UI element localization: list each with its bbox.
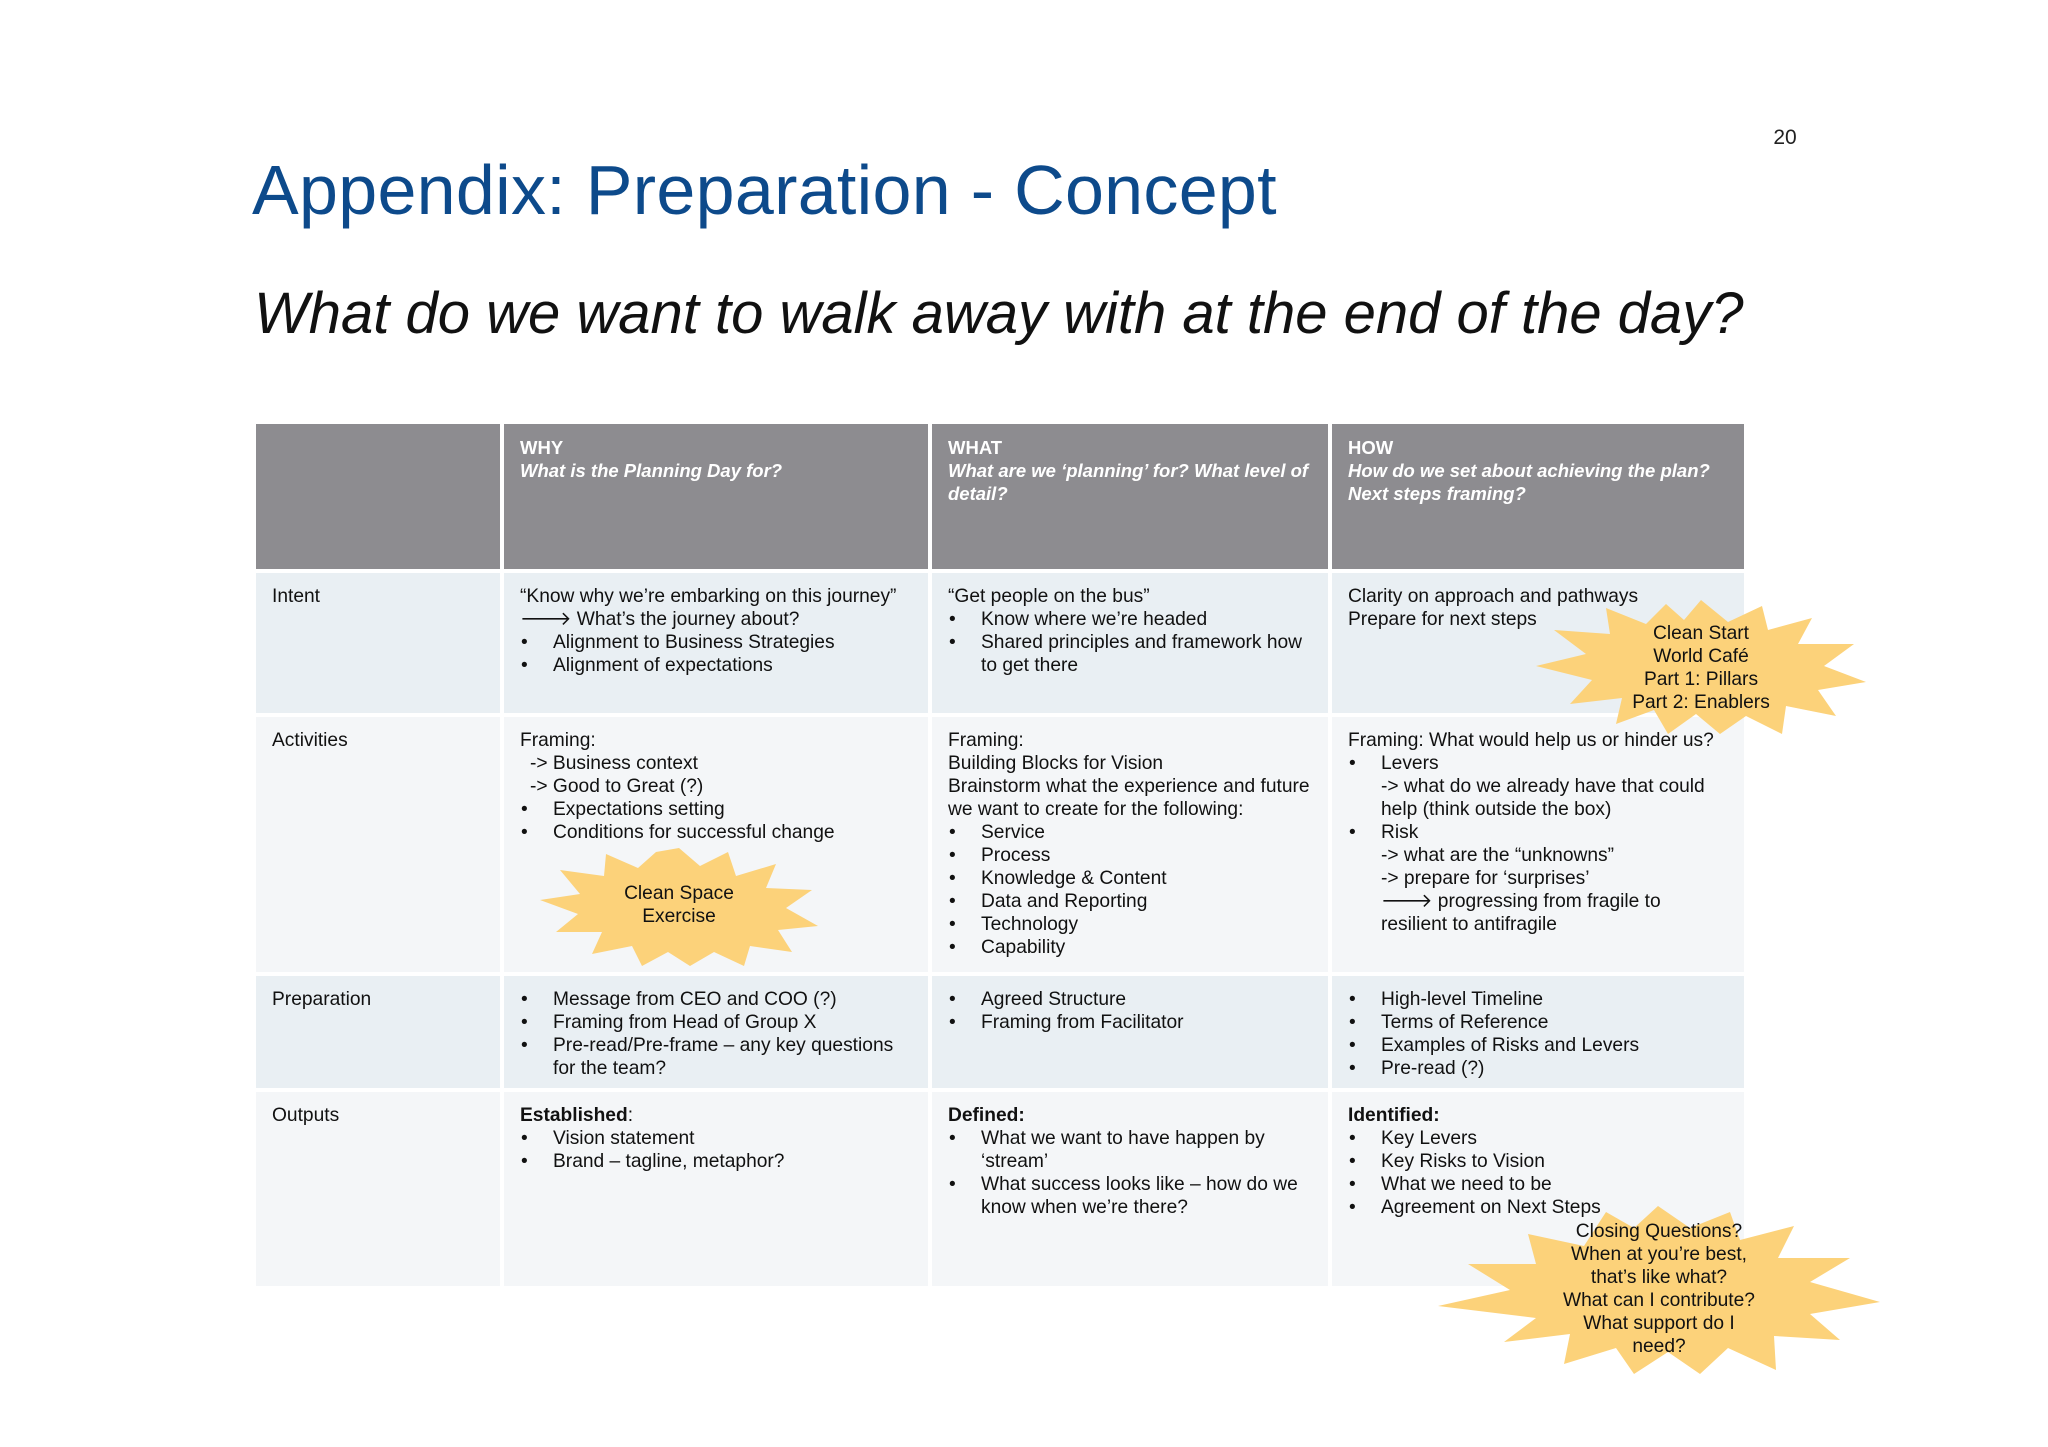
list-item: • Key Levers xyxy=(1348,1127,1728,1150)
callout-line: World Café xyxy=(1653,646,1749,667)
list-item: • Framing from Facilitator xyxy=(948,1011,1312,1034)
cell-text: Prepare for next steps xyxy=(1348,609,1537,630)
cell-preparation-what xyxy=(932,976,1328,1088)
cell-heading: Identified: xyxy=(1348,1105,1440,1126)
row-preparation xyxy=(256,976,1744,1088)
bullet-list xyxy=(520,631,912,677)
bullet-list xyxy=(1348,988,1728,1080)
list-item: • Key Risks to Vision xyxy=(1348,1150,1728,1173)
list-item: • Know where we’re headed xyxy=(948,608,1312,631)
bullet-list xyxy=(948,988,1312,1034)
row-label: Preparation xyxy=(256,976,500,1088)
callout-line: Part 1: Pillars xyxy=(1643,669,1759,690)
cell-text: -> Good to Great (?) xyxy=(530,776,704,797)
list-item: • Agreement on Next Steps xyxy=(1348,1196,1728,1219)
bullet-list xyxy=(948,608,1312,677)
callout-line: When at you’re best, xyxy=(1571,1244,1747,1265)
cell-text: -> prepare for ‘surprises’ xyxy=(1381,868,1590,889)
list-item: • Shared principles and framework how to get there xyxy=(948,631,1312,677)
header-heading: WHAT xyxy=(948,437,1003,458)
list-item: • Capability xyxy=(948,936,1312,959)
cell-text: “Get people on the bus” xyxy=(948,586,1150,607)
header-what xyxy=(932,424,1328,569)
cell-activities-what xyxy=(932,717,1328,972)
cell-text: Levers xyxy=(1381,753,1439,774)
header-corner xyxy=(256,424,500,569)
list-item: • Service xyxy=(948,821,1312,844)
callout-text xyxy=(1536,622,1866,714)
bullet-list xyxy=(1348,752,1728,936)
header-heading: WHY xyxy=(520,437,564,458)
list-item: • What we need to be xyxy=(1348,1173,1728,1196)
cell-text: -> what are the “unknowns” xyxy=(1381,845,1615,866)
bullet-list xyxy=(948,1127,1312,1219)
list-item: • Conditions for successful change xyxy=(520,821,912,844)
callout-text xyxy=(540,882,818,928)
list-item: • Examples of Risks and Levers xyxy=(1348,1034,1728,1057)
list-item: • Process xyxy=(948,844,1312,867)
list-item: • Message from CEO and COO (?) xyxy=(520,988,912,1011)
list-item: • Alignment to Business Strategies xyxy=(520,631,912,654)
list-item xyxy=(1348,821,1728,936)
header-question: How do we set about achieving the plan? Next steps framing? xyxy=(1348,460,1710,504)
cell-text: -> Business context xyxy=(530,753,698,774)
callout-line: Clean Space xyxy=(624,883,734,904)
cell-text: Framing: What would help us or hinder us? xyxy=(1348,730,1714,751)
list-item: • What we want to have happen by ‘stream’ xyxy=(948,1127,1312,1173)
callout-clean-start xyxy=(1536,600,1866,734)
list-item: • Technology xyxy=(948,913,1312,936)
cell-heading-suffix: : xyxy=(627,1105,634,1126)
cell-text: -> what do we already have that could help (think outside the box) xyxy=(1381,776,1705,820)
row-activities xyxy=(256,717,1744,972)
cell-intent-what xyxy=(932,573,1328,713)
cell-text: 🡒 progressing from fragile to resilient to antifragile xyxy=(1381,891,1661,935)
callout-line: Exercise xyxy=(642,906,716,927)
header-question: What is the Planning Day for? xyxy=(520,460,783,481)
header-why xyxy=(504,424,928,569)
list-item: • Pre-read/Pre-frame – any key questions for the team? xyxy=(520,1034,912,1080)
cell-text: Risk xyxy=(1381,822,1419,843)
bullet-list xyxy=(520,1127,912,1173)
list-item: • Alignment of expectations xyxy=(520,654,912,677)
list-item: • Terms of Reference xyxy=(1348,1011,1728,1034)
cell-text: Framing: xyxy=(948,730,1024,751)
slide-title: Appendix: Preparation - Concept xyxy=(252,151,1277,229)
callout-line: What can I contribute? xyxy=(1563,1290,1755,1311)
list-item: • Framing from Head of Group X xyxy=(520,1011,912,1034)
cell-text: Brainstorm what the experience and future we want to create for the following: xyxy=(948,776,1310,820)
list-item: • Agreed Structure xyxy=(948,988,1312,1011)
callout-line: that’s like what? xyxy=(1590,1267,1728,1288)
callout-line: Part 2: Enablers xyxy=(1632,692,1770,713)
page-number: 20 xyxy=(1773,126,1797,149)
list-item: • Pre-read (?) xyxy=(1348,1057,1728,1080)
header-how xyxy=(1332,424,1744,569)
cell-text: Building Blocks for Vision xyxy=(948,753,1164,774)
list-item: • Brand – tagline, metaphor? xyxy=(520,1150,912,1173)
list-item: • Data and Reporting xyxy=(948,890,1312,913)
callout-line: What support do I xyxy=(1583,1313,1735,1334)
cell-text: 🡒 What’s the journey about? xyxy=(520,609,800,630)
cell-heading: Defined: xyxy=(948,1105,1025,1126)
slide-subtitle: What do we want to walk away with at the end of the day? xyxy=(254,281,1744,346)
row-intent xyxy=(256,573,1744,713)
list-item: • What success looks like – how do we know when we’re there? xyxy=(948,1173,1312,1219)
row-label: Outputs xyxy=(256,1092,500,1286)
list-item: • Knowledge & Content xyxy=(948,867,1312,890)
callout-closing-questions xyxy=(1438,1206,1880,1374)
cell-heading-text: Established xyxy=(520,1105,628,1126)
concept-table xyxy=(252,420,1748,1290)
cell-heading xyxy=(520,1104,912,1127)
cell-outputs-why xyxy=(504,1092,928,1286)
row-label: Intent xyxy=(256,573,500,713)
cell-text: Framing: xyxy=(520,730,596,751)
callout-line: need? xyxy=(1632,1336,1686,1357)
header-heading: HOW xyxy=(1348,437,1394,458)
callout-text xyxy=(1438,1220,1880,1358)
cell-intent-why xyxy=(504,573,928,713)
callout-line: Closing Questions? xyxy=(1575,1221,1743,1242)
row-label: Activities xyxy=(256,717,500,972)
list-item xyxy=(1348,752,1728,821)
callout-line: Clean Start xyxy=(1653,623,1749,644)
bullet-list xyxy=(520,988,912,1080)
bullet-list xyxy=(520,798,912,844)
list-item: • Expectations setting xyxy=(520,798,912,821)
cell-preparation-how xyxy=(1332,976,1744,1088)
cell-text: Clarity on approach and pathways xyxy=(1348,586,1639,607)
list-item: • Vision statement xyxy=(520,1127,912,1150)
bullet-list xyxy=(948,821,1312,959)
header-question: What are we ‘planning’ for? What level of detail? xyxy=(948,460,1309,504)
callout-clean-space xyxy=(540,848,818,966)
header-row xyxy=(256,424,1744,569)
cell-activities-how xyxy=(1332,717,1744,972)
cell-text: “Know why we’re embarking on this journey” xyxy=(520,586,897,607)
list-item: • High-level Timeline xyxy=(1348,988,1728,1011)
cell-outputs-what xyxy=(932,1092,1328,1286)
cell-preparation-why xyxy=(504,976,928,1088)
